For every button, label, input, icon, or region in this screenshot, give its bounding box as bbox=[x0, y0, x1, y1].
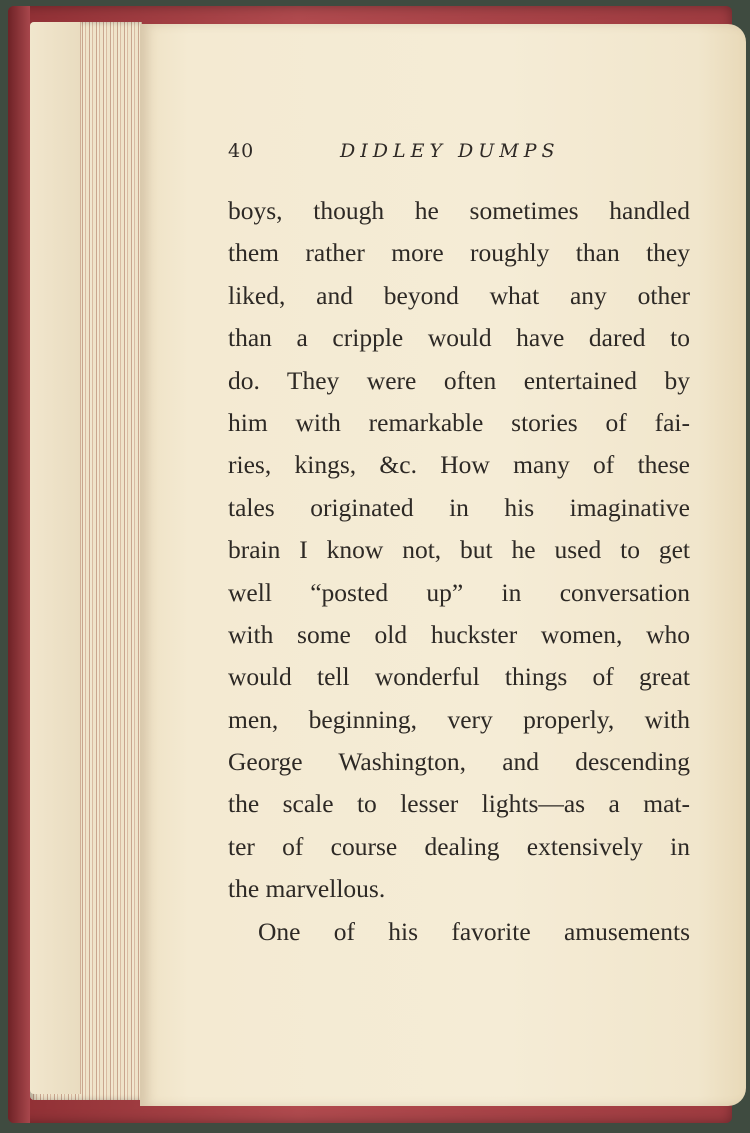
text-line: ries, kings, &c. How many of these bbox=[228, 450, 690, 480]
text-line: him with remarkable stories of fai- bbox=[228, 407, 690, 437]
text-line: than a cripple would have dared to bbox=[228, 323, 690, 353]
text-line: George Washington, and descending bbox=[228, 747, 690, 777]
text-line: them rather more roughly than they bbox=[228, 238, 690, 268]
text-line: One of his favorite amusements bbox=[258, 916, 690, 946]
text-line: boys, though he sometimes handled bbox=[228, 196, 690, 225]
text-line: do. They were often entertained by bbox=[228, 365, 690, 395]
text-line: liked, and beyond what any other bbox=[228, 280, 690, 310]
text-line: tales originated in his imaginative bbox=[228, 492, 690, 522]
page-number: 40 bbox=[228, 140, 255, 162]
book-spine-edge bbox=[8, 6, 30, 1123]
page-header bbox=[228, 140, 628, 170]
text-line: well “posted up” in conversation bbox=[228, 577, 690, 607]
book-page bbox=[140, 24, 746, 1106]
left-page-edge bbox=[30, 22, 81, 1094]
text-line: men, beginning, very properly, with bbox=[228, 704, 690, 734]
text-line: with some old huckster women, who bbox=[228, 619, 690, 649]
text-line: ter of course dealing extensively in bbox=[228, 831, 690, 861]
body-text bbox=[228, 190, 690, 953]
text-line: brain I know not, but he used to get bbox=[228, 535, 690, 565]
text-line: the scale to lesser lights—as a mat- bbox=[228, 789, 690, 819]
text-line: the marvellous. bbox=[228, 874, 386, 904]
running-title: DIDLEY DUMPS bbox=[340, 140, 560, 162]
text-line: would tell wonderful things of great bbox=[228, 662, 690, 692]
